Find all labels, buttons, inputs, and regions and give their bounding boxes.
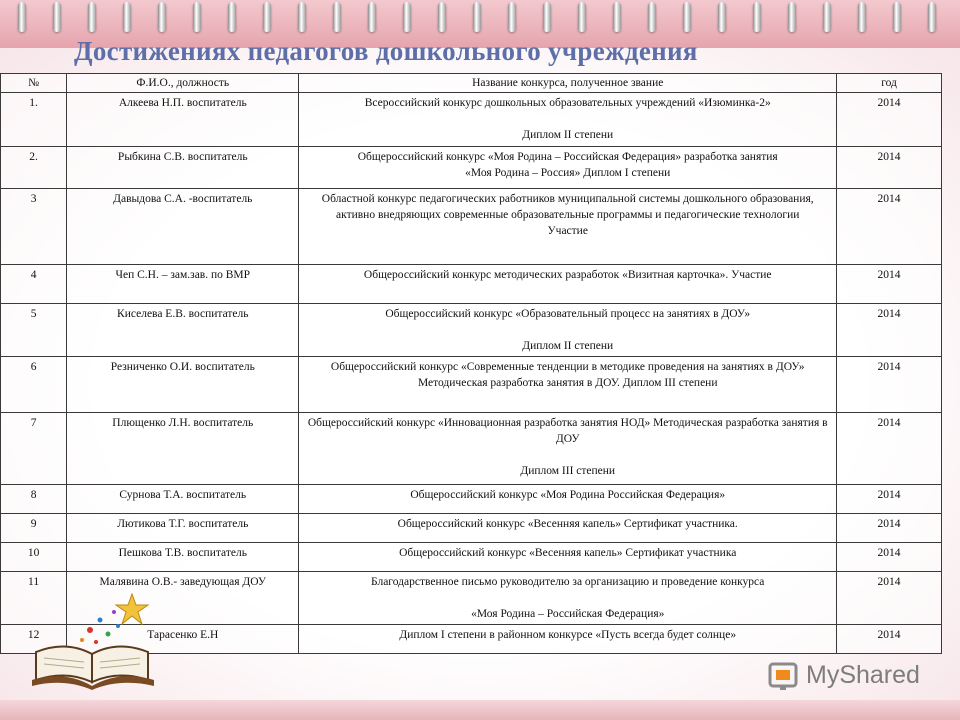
table-row: [1, 93, 942, 147]
contest-line: Диплом III степени: [520, 465, 616, 477]
cell-name: Чеп С.Н. – зам.зав. по ВМР: [67, 265, 299, 304]
table-row: [1, 485, 942, 514]
contest-line: [303, 322, 832, 338]
cell-contest: [299, 147, 837, 189]
binder-ring: [368, 2, 376, 32]
contest-line: «Моя Родина – Россия» Диплом I степени: [465, 167, 671, 179]
cell-year: 2014: [837, 357, 942, 413]
cell-name: Рыбкина С.В. воспитатель: [67, 147, 299, 189]
myshared-logo-text: MyShared: [806, 660, 920, 689]
cell-contest: [299, 625, 837, 654]
cell-contest: [299, 93, 837, 147]
binder-ring: [508, 2, 516, 32]
contest-line: Общероссийский конкурс «Моя Родина – Российская Федерация» разработка занятия: [357, 151, 778, 163]
bottom-band: [0, 700, 960, 720]
cell-year: 2014: [837, 572, 942, 625]
cell-contest: [299, 304, 837, 357]
cell-year: 2014: [837, 485, 942, 514]
contest-line: Благодарственное письмо руководителю за организацию и проведение конкурса: [371, 576, 765, 588]
cell-number: 5: [1, 304, 67, 357]
contest-line: Диплом II степени: [522, 340, 614, 352]
binder-ring: [18, 2, 26, 32]
contest-line: Общероссийский конкурс методических разработок «Визитная карточка». Участие: [363, 269, 772, 281]
contest-line: [303, 590, 832, 606]
contest-line: Общероссийский конкурс «Образовательный процесс на занятиях в ДОУ»: [385, 308, 751, 320]
contest-line: Диплом II степени: [522, 129, 614, 141]
cell-number: 11: [1, 572, 67, 625]
cell-name: Малявина О.В.- заведующая ДОУ: [67, 572, 299, 625]
cell-name: Резниченко О.И. воспитатель: [67, 357, 299, 413]
cell-contest: [299, 572, 837, 625]
cell-year: 2014: [837, 625, 942, 654]
cell-year: 2014: [837, 304, 942, 357]
binder-ring: [228, 2, 236, 32]
contest-line: Областной конкурс педагогических работников муниципальной системы дошкольного образования, активно внедряющих современные образовательные программы и педагогические технологии: [321, 193, 814, 221]
cell-contest: [299, 413, 837, 485]
cell-number: 6: [1, 357, 67, 413]
cell-number: 2.: [1, 147, 67, 189]
binder-ring: [193, 2, 201, 32]
header-number: №: [1, 74, 67, 93]
cell-number: 7: [1, 413, 67, 485]
binder-ring: [858, 2, 866, 32]
binder-ring: [158, 2, 166, 32]
contest-line: Общероссийский конкурс «Весенняя капель» Сертификат участника: [399, 547, 737, 559]
contest-line: «Моя Родина – Российская Федерация»: [471, 608, 665, 620]
achievements-table: [0, 73, 942, 654]
binder-rings: [0, 0, 960, 40]
cell-number: 9: [1, 514, 67, 543]
cell-contest: [299, 189, 837, 265]
cell-contest: [299, 485, 837, 514]
contest-line: Общероссийский конкурс «Инновационная разработка занятия НОД» Методическая разработка занятия в ДОУ: [307, 417, 828, 445]
table-row: [1, 189, 942, 265]
binder-ring: [438, 2, 446, 32]
table-body: [1, 93, 942, 654]
cell-year: 2014: [837, 265, 942, 304]
contest-line: [303, 447, 832, 463]
binder-ring: [123, 2, 131, 32]
cell-contest: [299, 357, 837, 413]
contest-line: Всероссийский конкурс дошкольных образовательных учреждений «Изюминка-2»: [364, 97, 771, 109]
cell-year: 2014: [837, 413, 942, 485]
table-row: [1, 514, 942, 543]
cell-name: Плющенко Л.Н. воспитатель: [67, 413, 299, 485]
binder-ring: [473, 2, 481, 32]
cell-year: 2014: [837, 189, 942, 265]
cell-number: 10: [1, 543, 67, 572]
cell-number: 4: [1, 265, 67, 304]
myshared-logo: [766, 655, 936, 695]
binder-ring: [753, 2, 761, 32]
cell-contest: [299, 514, 837, 543]
contest-line: Диплом I степени в районном конкурсе «Пусть всегда будет солнце»: [399, 629, 737, 641]
header-contest: Название конкурса, полученное звание: [299, 74, 837, 93]
binder-ring: [893, 2, 901, 32]
cell-year: 2014: [837, 147, 942, 189]
header-name: Ф.И.О., должность: [67, 74, 299, 93]
cell-year: 2014: [837, 93, 942, 147]
page-title: Достижениях педагогов дошкольного учреждения: [74, 36, 698, 66]
table-row: [1, 265, 942, 304]
binder-ring: [333, 2, 341, 32]
cell-year: 2014: [837, 514, 942, 543]
myshared-logo-icon: [766, 658, 800, 692]
binder-ring: [263, 2, 271, 32]
contest-line: [303, 111, 832, 127]
binder-ring: [648, 2, 656, 32]
open-book-with-stars-icon: [28, 590, 158, 690]
cell-name: Киселева Е.В. воспитатель: [67, 304, 299, 357]
cell-number: 12: [1, 625, 67, 654]
cell-name: Алкеева Н.П. воспитатель: [67, 93, 299, 147]
binder-ring: [823, 2, 831, 32]
cell-number: 8: [1, 485, 67, 514]
binder-ring: [718, 2, 726, 32]
cell-name: Сурнова Т.А. воспитатель: [67, 485, 299, 514]
binder-ring: [613, 2, 621, 32]
binder-ring: [928, 2, 936, 32]
table-row: [1, 543, 942, 572]
binder-ring: [403, 2, 411, 32]
cell-name: Тарасенко Е.Н: [67, 625, 299, 654]
header-year: год: [837, 74, 942, 93]
cell-name: Пешкова Т.В. воспитатель: [67, 543, 299, 572]
binder-ring: [53, 2, 61, 32]
contest-line: Участие: [547, 225, 588, 237]
cell-contest: [299, 543, 837, 572]
cell-name: Лютикова Т.Г. воспитатель: [67, 514, 299, 543]
contest-line: Общероссийский конкурс «Моя Родина Российская Федерация»: [410, 489, 726, 501]
cell-name: Давыдова С.А. -воспитатель: [67, 189, 299, 265]
binder-ring: [298, 2, 306, 32]
contest-line: Общероссийский конкурс «Современные тенденции в методике проведения на занятиях в ДОУ» Методическая разработка занятия в ДОУ. Диплом III степени: [330, 361, 805, 389]
contest-line: Общероссийский конкурс «Весенняя капель» Сертификат участника.: [397, 518, 738, 530]
table-row: [1, 304, 942, 357]
cell-contest: [299, 265, 837, 304]
table-header-row: [1, 74, 942, 93]
table-row: [1, 147, 942, 189]
binder-ring: [543, 2, 551, 32]
binder-ring: [788, 2, 796, 32]
cell-number: 3: [1, 189, 67, 265]
binder-ring: [683, 2, 691, 32]
binder-ring: [88, 2, 96, 32]
cell-year: 2014: [837, 543, 942, 572]
table-row: [1, 413, 942, 485]
binder-ring: [578, 2, 586, 32]
table-row: [1, 357, 942, 413]
cell-number: 1.: [1, 93, 67, 147]
